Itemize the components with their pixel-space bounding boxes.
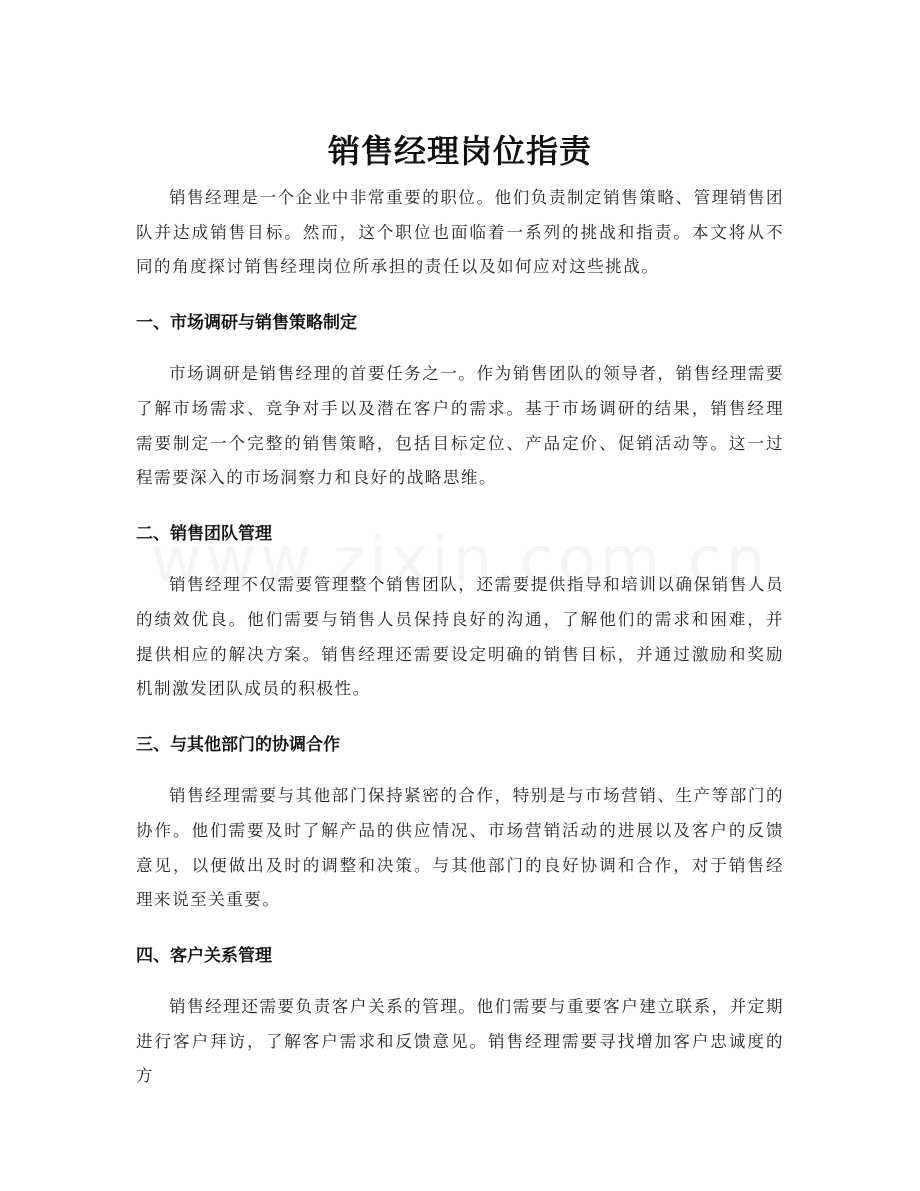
section-heading-customer-relations: 四、客户关系管理 [136, 945, 272, 966]
section-body-market-research: 市场调研是销售经理的首要任务之一。作为销售团队的领导者，销售经理需要了解市场需求、竞争对手以及潜在客户的需求。基于市场调研的结果，销售经理需要制定一个完整的销售策略，包括目标定位、产品定价、促销活动等。这一过程需要深入的市场洞察力和良好的战略思维。 [136, 364, 784, 488]
section-body-customer-relations: 销售经理还需要负责客户关系的管理。他们需要与重要客户建立联系，并定期进行客户拜访，了解客户需求和反馈意见。销售经理需要寻找增加客户忠诚度的方 [136, 997, 784, 1086]
section-heading-cross-department: 三、与其他部门的协调合作 [136, 734, 340, 755]
section-body-cross-department: 销售经理需要与其他部门保持紧密的合作，特别是与市场营销、生产等部门的协作。他们需要及时了解产品的供应情况、市场营销活动的进展以及客户的反馈意见，以便做出及时的调整和决策。与其他部门的良好协调和合作，对于销售经理来说至关重要。 [136, 786, 784, 910]
section-heading-market-research: 一、市场调研与销售策略制定 [136, 312, 357, 333]
section-body-team-management: 销售经理不仅需要管理整个销售团队，还需要提供指导和培训以确保销售人员的绩效优良。他们需要与销售人员保持良好的沟通，了解他们的需求和困难，并提供相应的解决方案。销售经理还需要设定明确的销售目标，并通过激励和奖励机制激发团队成员的积极性。 [136, 575, 784, 699]
intro-paragraph: 销售经理是一个企业中非常重要的职位。他们负责制定销售策略、管理销售团队并达成销售目标。然而，这个职位也面临着一系列的挑战和指责。本文将从不同的角度探讨销售经理岗位所承担的责任以及如何应对这些挑战。 [136, 188, 784, 277]
document-body [136, 181, 784, 1094]
page-title: 销售经理岗位指责 [327, 132, 592, 171]
section-heading-team-management: 二、销售团队管理 [136, 523, 272, 544]
